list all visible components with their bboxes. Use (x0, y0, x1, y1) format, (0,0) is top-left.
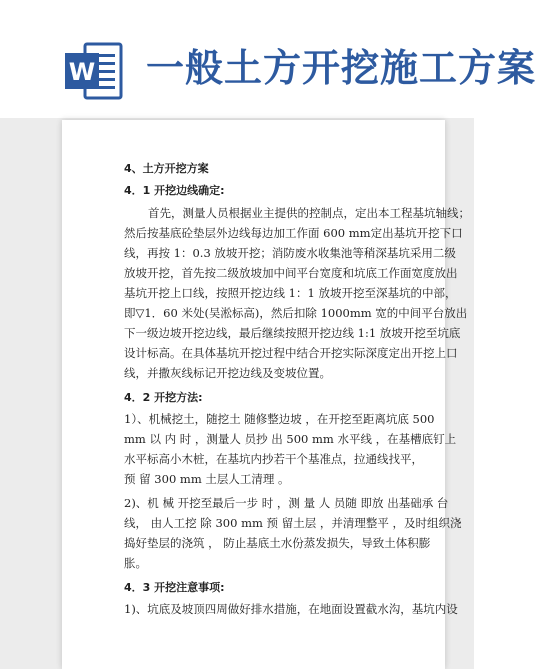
paragraph-line: 预 留 300 mm 土层人工清理 。 (124, 472, 290, 486)
document-page (62, 120, 470, 669)
subsection-title-notes: 4．3 开挖注意事项: (124, 581, 225, 594)
paragraph-line: 1)、坑底及坡顶四周做好排水措施，在地面设置截水沟，基坑内设 (124, 602, 458, 616)
paragraph-line: 设计标高。在具体基坑开挖过程中结合开挖实际深度定出开挖上口 (124, 346, 458, 360)
paragraph-line: 线，并撒灰线标记开挖边线及变坡位置。 (124, 366, 331, 380)
paragraph-line: 即▽1．60 米处(吴淞标高)，然后扣除 1000mm 宽的中间平台放出 (124, 306, 468, 320)
paragraph-line: 首先，测量人员根据业主提供的控制点，定出本工程基坑轴线； (148, 206, 470, 220)
paragraph-line: 2)、机 械 开挖至最后一步 时 ，测 量 人 员随 即放 出基础承 台 (124, 496, 449, 510)
paragraph-line: 线，再按 1：0.3 放坡开挖；消防废水收集池等稍深基坑采用二级 (124, 246, 456, 260)
word-icon-letter: W (68, 58, 96, 86)
paragraph-line: mm 以 内 时 ，测量人 员抄 出 500 mm 水平线 ，在基槽底钉上 (124, 432, 457, 446)
subsection-title-method: 4．2 开挖方法: (124, 391, 203, 404)
paragraph-line: 然后按基底砼垫层外边线每边加工作面 600 mm定出基坑开挖下口 (124, 226, 463, 240)
page-header (0, 0, 536, 118)
page-title: 一般土方开挖施工方案 (146, 46, 536, 90)
paragraph-line: 捣好垫层的浇筑 ， 防止基底土水份蒸发损失，导致土体积膨 (124, 536, 431, 550)
paragraph-line: 1）、机械挖土，随挖土 随修整边坡 ，在开挖至距离坑底 500 (124, 412, 435, 426)
paragraph-line: 放坡开挖，首先按二级放坡加中间平台宽度和坑底工作面宽度放出 (124, 266, 458, 280)
subsection-title-edge: 4．1 开挖边线确定: (124, 184, 225, 197)
paragraph-line: 线， 由人工挖 除 300 mm 预 留土层 ，并清理整平 ，及时组织浇 (124, 516, 462, 530)
section-title: 4、土方开挖方案 (124, 162, 209, 175)
paragraph-line: 胀。 (124, 556, 147, 570)
paragraph-line: 水平标高小木桩，在基坑内抄若干个基准点，拉通线找平， (124, 452, 423, 466)
word-document-icon (63, 40, 125, 102)
paragraph-line: 下一级边坡开挖边线，最后继续按照开挖边线 1:1 放坡开挖至坑底 (124, 326, 461, 340)
paragraph-line: 基坑开挖上口线，按照开挖边线 1：1 放坡开挖至深基坑的中部， (124, 286, 457, 300)
